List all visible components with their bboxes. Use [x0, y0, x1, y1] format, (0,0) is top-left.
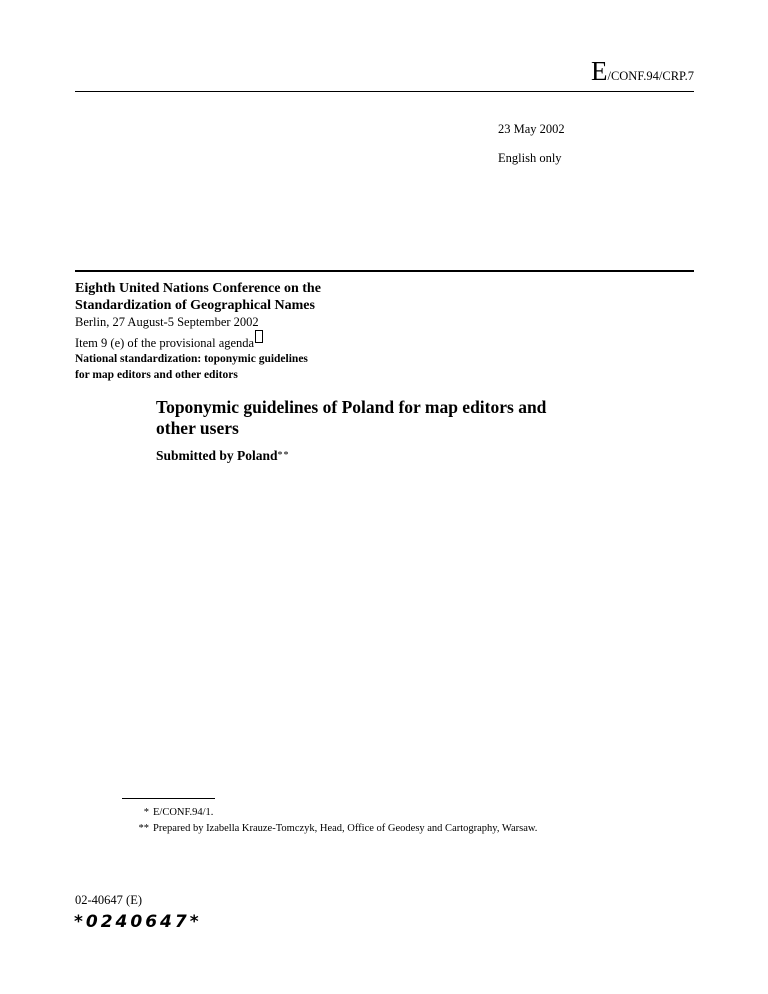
footnote-2 — [133, 823, 537, 834]
footnote-1-marker: * — [143, 807, 149, 818]
footnote-1-text: E/CONF.94/1. — [153, 807, 214, 818]
footnote-1 — [133, 807, 213, 818]
conference-location-text: Berlin, 27 August-5 September 2002 — [75, 315, 259, 329]
submitted-by — [156, 448, 290, 464]
agenda-topic-line2: for map editors and other editors — [75, 369, 238, 381]
document-title-line2: other users — [156, 418, 239, 438]
footnote-2-text: Prepared by Izabella Krauze-Tomczyk, Head, Office of Geodesy and Cartography, Warsaw. — [153, 823, 538, 834]
submitted-by-text: Submitted by Poland — [156, 448, 278, 463]
symbol-suffix: /CONF.94/CRP.7 — [607, 69, 694, 83]
conference-title-line2: Standardization of Geographical Names — [75, 298, 315, 313]
conference-block — [75, 280, 495, 383]
document-date: 23 May 2002 — [498, 122, 565, 136]
distribution-language: English only — [498, 151, 562, 165]
document-title — [156, 397, 626, 439]
footnote-separator — [122, 798, 215, 799]
conference-rule — [75, 270, 694, 272]
conference-location-dates — [75, 314, 495, 330]
agenda-topic-line1: National standardization: toponymic guidelines — [75, 353, 308, 365]
agenda-item-text: Item 9 (e) of the provisional agenda — [75, 336, 255, 350]
document-title-line1: Toponymic guidelines of Poland for map editors and — [156, 397, 547, 417]
symbol-prefix: E — [590, 56, 608, 86]
conference-title-line1: Eighth United Nations Conference on the — [75, 281, 321, 296]
job-number: 02-40647 (E) — [75, 893, 142, 907]
header-rule — [75, 91, 694, 92]
submitted-footnote-marker: ** — [277, 450, 290, 461]
footnote-reference-marker[interactable] — [255, 330, 263, 343]
footnote-2-marker: ** — [138, 823, 149, 834]
agenda-item — [75, 330, 495, 351]
barcode-text: *0240647* — [74, 912, 202, 932]
document-symbol — [591, 58, 694, 85]
